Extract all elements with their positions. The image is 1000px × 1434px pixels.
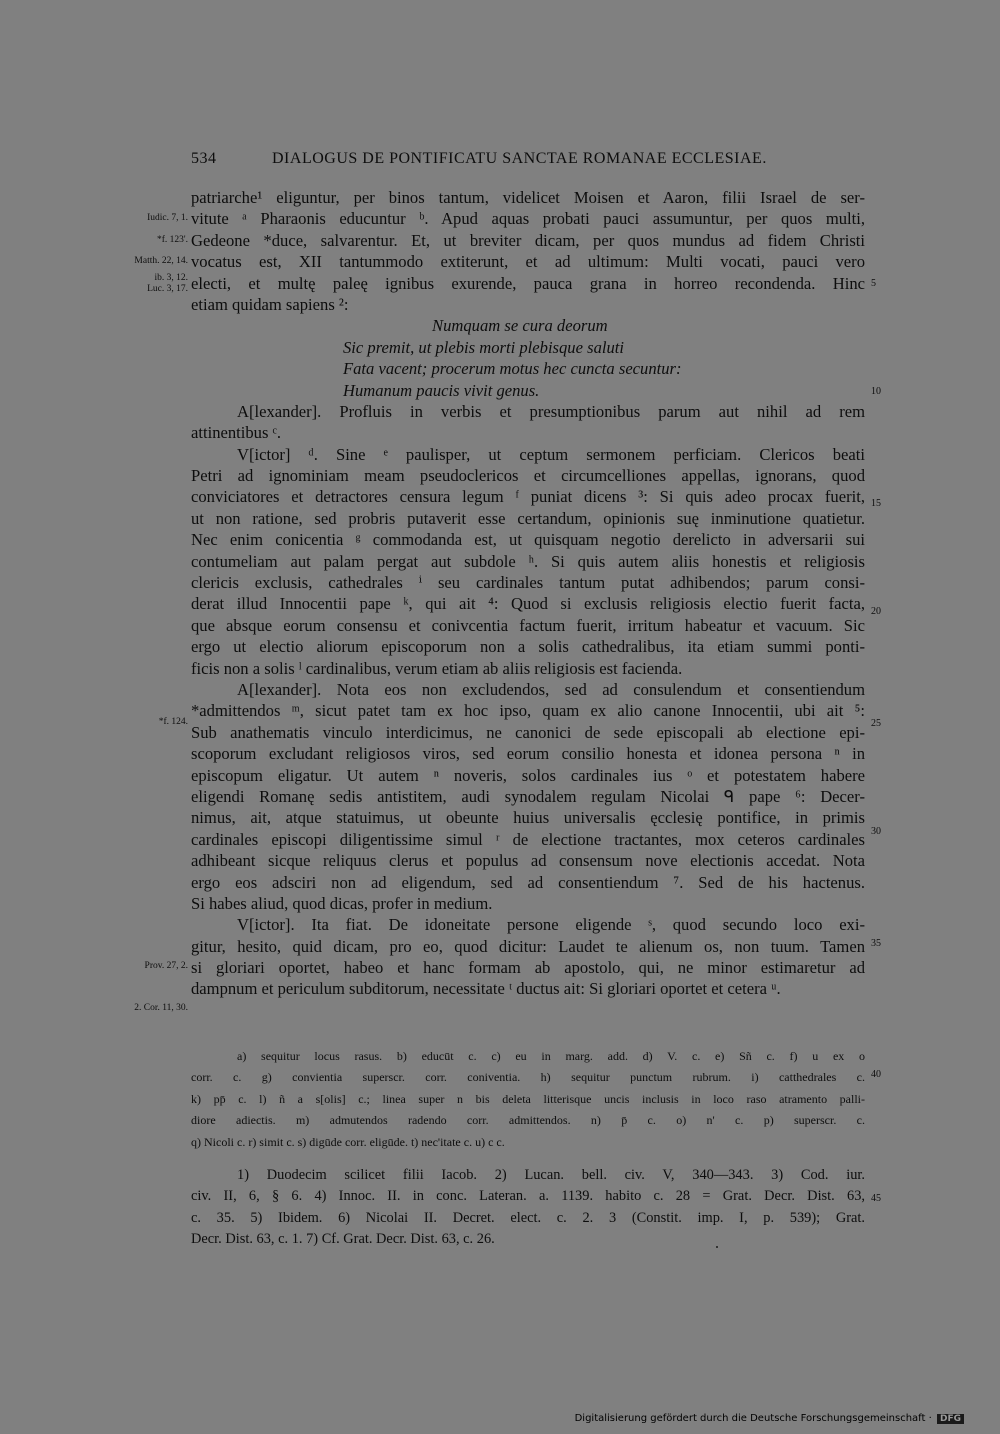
body-line: episcopum eligatur. Ut autem ⁿ noveris, solos cardinales ius ᵒ et potestatem habere [191, 765, 865, 785]
body-line: Fata vacent; procerum motus hec cuncta secuntur: [343, 359, 682, 379]
running-title: DIALOGUS DE PONTIFICATU SANCTAE ROMANAE ECCLESIAE. [272, 150, 767, 167]
margin-ref-luc: Luc. 3, 17. [147, 284, 188, 294]
body-line: vocatus est, XII tantummodo extiterunt, et ad ultimum: Multi vocati, pauci vero [191, 252, 865, 272]
body-line: Sub anathematis vinculo interdicimus, ne canonici de sede episcopali ab electione epi- [191, 722, 865, 742]
body-line: Humanum paucis vivit genus. [343, 380, 540, 400]
body-line: patriarche¹ eliguntur, per binos tantum, videlicet Moisen et Aaron, filii Israel de ser- [191, 188, 865, 207]
body-line: V[ictor]. Ita fiat. De idoneitate persone eligende ˢ, quod secundo loco exi- [237, 915, 865, 935]
body-line: Nec enim conicentia ᵍ commodanda est, ut quisquam negotio derelicto in adversarii sui [191, 530, 865, 550]
body-line: A[lexander]. Nota eos non excludendos, sed ad consulendum et consentiendum [237, 679, 865, 699]
body-line: scoporum excludant religiosos viros, sed eorum consilio honesta et idonea persona ⁿ in [191, 744, 865, 764]
body-line: A[lexander]. Profluis in verbis et presumptionibus parum aut nihil ad rem [237, 401, 865, 421]
body-line: que absque eorum consensu et conivcentia factum fuerit, irritum habeatur et vacuum. Sic [191, 615, 865, 635]
main-text [191, 187, 865, 1000]
body-line: eligendi Romanę sedis antistitem, audi synodalem regulam Nicolai ᑫ pape ⁶: Decer- [191, 786, 865, 806]
scan-speck [716, 1246, 718, 1248]
line-number-10: 10 [871, 386, 881, 397]
line-number-45: 45 [871, 1193, 881, 1204]
body-line: ergo eos adsciri non ad eligendum, sed ad consentiendum ⁷. Sed de his hactenus. [191, 872, 865, 892]
body-line: clericis exclusis, cathedrales ⁱ seu cardinales tantum putat adhibendos; parum consi- [191, 573, 865, 593]
page-number: 534 [191, 150, 217, 167]
margin-ref-iudic: Iudic. 7, 1. [147, 213, 188, 223]
digitization-credit [575, 1413, 964, 1424]
margin-ref-prov: Prov. 27, 2. [144, 961, 188, 971]
line-number-20: 20 [871, 606, 881, 617]
body-line: derat illud Innocentii pape ᵏ, qui ait ⁴: Quod si exclusis religiosis electio fuerit facta, [191, 594, 865, 614]
footnotes [191, 1165, 865, 1251]
body-line: ut non ratione, sed probris putaverit esse certandum, opinionis suę inminutione quatietur. [191, 508, 865, 528]
body-line: Sic premit, ut plebis morti plebisque saluti [343, 337, 624, 357]
notes-line: civ. II, 6, § 6. 4) Innoc. II. in conc. Lateran. a. 1139. habito c. 28 = Grat. Decr. Dist. 63, [191, 1188, 865, 1205]
body-line: Gedeone *duce, salvarentur. Et, ut breviter dicam, per quos mundus ad fidem Christi [191, 230, 865, 250]
body-line: vitute ᵃ Pharaonis educuntur ᵇ. Apud aquas probati pauci assumuntur, per quos multi, [191, 209, 865, 229]
body-line: adhibeant sicque reliquus clerus et populus ad consensum nove electionis accedat. Nota [191, 851, 865, 871]
body-line: gitur, hesito, quid dicam, pro eo, quod dicitur: Laudet te alienum os, non tuum. Tamen [191, 936, 865, 956]
body-line: ergo ut electio aliorum episcoporum non a solis cathedralibus, ita etiam summi ponti- [191, 637, 865, 657]
margin-ref-cor: 2. Cor. 11, 30. [134, 1003, 188, 1013]
apparatus-line: q) Nicoli c. r) simit c. s) digūde corr. eligūde. t) nec'itate c. u) c c. [191, 1134, 505, 1149]
apparatus-line: k) pp̄ c. l) ñ a s[olis] c.; linea super n bis deleta litterisque uncis inclusis in loco raso atramento palli- [191, 1091, 865, 1106]
margin-ref-folio-123v: *f. 123'. [156, 235, 188, 245]
notes-line: 1) Duodecim scilicet filii Iacob. 2) Lucan. bell. civ. V, 340—343. 3) Cod. iur. [237, 1167, 865, 1183]
margin-ref-folio-124: *f. 124. [158, 717, 188, 727]
line-number-25: 25 [871, 718, 881, 729]
apparatus-line: diore adiectis. m) admutendos radendo corr. admittendos. n) p̄ c. o) n' c. p) superscr. c. [191, 1113, 865, 1128]
line-number-30: 30 [871, 826, 881, 837]
body-line: nimus, ait, atque statuimus, ut obeunte huius universalis ęcclesię pontifice, in primis [191, 808, 865, 828]
body-line: Numquam se cura deorum [432, 316, 608, 336]
apparatus-line: corr. c. g) convientia superscr. corr. coniventia. h) sequitur punctum rubrum. i) catthedrales c. [191, 1070, 865, 1085]
body-line: si gloriari oportet, habeo et hanc formam ab apostolo, qui, ne minor estimaretur ad [191, 958, 865, 978]
notes-line: Decr. Dist. 63, c. 1. 7) Cf. Grat. Decr. Dist. 63, c. 26. [191, 1231, 495, 1248]
body-line: Si habes aliud, quod dicas, profer in medium. [191, 893, 493, 913]
apparatus-line: a) sequitur locus rasus. b) educūt c. c) eu in marg. add. d) V. c. e) Sñ c. f) u ex o [237, 1049, 865, 1063]
margin-ref-ib: ib. 3, 12. [154, 273, 188, 283]
dfg-logo: DFG [937, 1414, 964, 1424]
body-line: conviciatores et detractores censura legum ᶠ puniat dicens ³: Si quis adeo procax fuerit, [191, 487, 865, 507]
line-number-35: 35 [871, 938, 881, 949]
line-number-40: 40 [871, 1069, 881, 1080]
credit-text: Digitalisierung gefördert durch die Deutsche Forschungsgemeinschaft · [574, 1413, 932, 1424]
critical-apparatus [191, 1047, 865, 1154]
body-line: dampnum et periculum subditorum, necessitate ᵗ ductus ait: Si gloriari oportet et cetera ᵘ. [191, 979, 781, 999]
line-number-5: 5 [871, 278, 876, 289]
margin-ref-matth: Matth. 22, 14. [134, 256, 188, 266]
body-line: *admittendos ᵐ, sicut patet tam ex hoc ipso, quam ex alio canone Innocentii, ubi ait ⁵: [191, 701, 865, 721]
line-number-15: 15 [871, 498, 881, 509]
body-line: etiam quidam sapiens ²: [191, 294, 349, 314]
body-line: Petri ad ignominiam meam pseudoclericos et circumcelliones appellas, ignorans, quod [191, 466, 865, 486]
notes-line: c. 35. 5) Ibidem. 6) Nicolai II. Decret. elect. c. 2. 3 (Constit. imp. I, p. 539); Grat. [191, 1209, 865, 1226]
body-line: attinentibus ᶜ. [191, 423, 281, 443]
body-line: cardinales episcopi diligentissime simul ʳ de electione tractantes, mox ceteros cardinales [191, 829, 865, 849]
body-line: V[ictor] ᵈ. Sine ᵉ paulisper, ut ceptum sermonem perficiam. Clericos beati [237, 444, 865, 464]
body-line: ficis non a solis ˡ cardinalibus, verum etiam ab aliis religiosis est facienda. [191, 658, 683, 678]
body-line: contumeliam aut palam pergat aut subdole ʰ. Si quis autem aliis honestis et religiosis [191, 551, 865, 571]
body-line: electi, et multę paleę ignibus exurende, pauca grana in horreo recondenda. Hinc [191, 273, 865, 293]
